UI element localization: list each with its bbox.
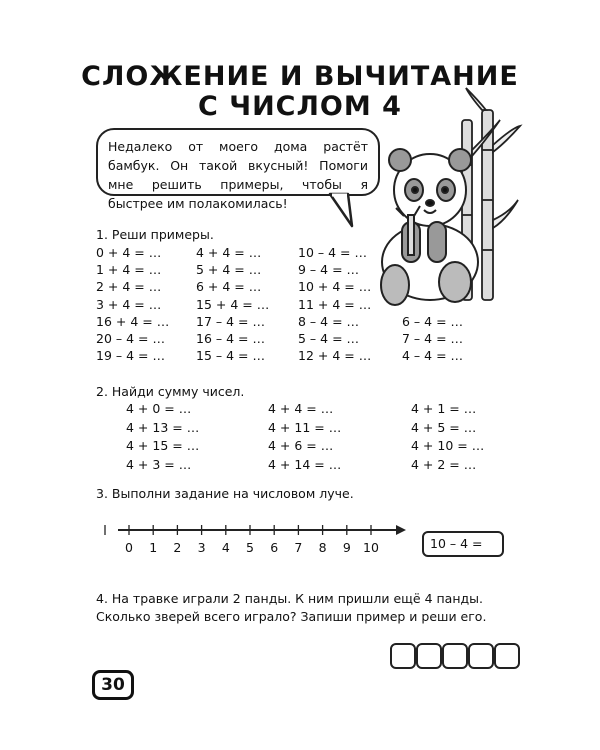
exercise-item: 5 + 4 = … [196, 262, 262, 278]
number-line [118, 525, 406, 535]
tick-label: 8 [318, 540, 327, 555]
exercise-item: 12 + 4 = … [298, 348, 372, 364]
exercise-item: 11 + 4 = … [298, 296, 372, 312]
exercise-item: 20 – 4 = … [96, 331, 165, 346]
tick-label: 9 [342, 540, 351, 555]
task4-line2: Сколько зверей всего играло? Запиши пример и реши его. [96, 609, 487, 624]
exercise-item: 8 – 4 = … [298, 313, 360, 329]
tick-label: 1 [149, 540, 158, 555]
exercise-item: 15 + 4 = … [196, 296, 270, 312]
exercise-item: 1 + 4 = … [96, 262, 162, 278]
page-title-line2: С ЧИСЛОМ 4 [198, 91, 402, 122]
bubble-tail [330, 194, 352, 226]
exercise-item: 6 + 4 = … [196, 279, 262, 295]
tick-label: 5 [246, 540, 254, 555]
exercise-item: 2 + 4 = … [96, 279, 162, 295]
exercise-item: 4 – 4 = … [402, 348, 464, 364]
sum-item: 4 + 5 = … [411, 419, 477, 435]
answer-cell[interactable] [442, 643, 468, 669]
sum-item: 4 + 0 = … [126, 401, 192, 416]
sum-item: 4 + 4 = … [268, 401, 334, 416]
sum-item: 4 + 6 = … [268, 438, 334, 454]
task4-line1: 4. На травке играли 2 панды. К ним пришли ещё 4 панды. [96, 591, 483, 606]
answer-expression: 10 – 4 = [430, 536, 483, 551]
answer-box[interactable] [422, 531, 504, 557]
exercise-item: 16 + 4 = … [96, 313, 170, 329]
task3-heading: 3. Выполни задание на числовом луче. [96, 486, 354, 501]
exercise-item: 0 + 4 = … [96, 245, 162, 260]
sum-item: 4 + 3 = … [126, 456, 192, 472]
answer-cell[interactable] [390, 643, 416, 669]
exercise-item: 6 – 4 = … [402, 314, 464, 329]
tick-label: 2 [173, 540, 182, 555]
task2-heading: 2. Найди сумму чисел. [96, 384, 245, 399]
exercise-item: 17 – 4 = … [196, 313, 265, 329]
tick-label: 10 [363, 540, 379, 555]
task1-heading: 1. Реши примеры. [96, 227, 214, 242]
exercise-item: 15 – 4 = … [196, 348, 265, 364]
exercise-item: 4 + 4 = … [196, 245, 262, 260]
tick-label: 4 [221, 540, 230, 555]
page-number: 30 [92, 670, 134, 700]
answer-cell[interactable] [494, 643, 520, 669]
sum-item: 4 + 15 = … [126, 438, 200, 454]
answer-cell[interactable] [416, 643, 442, 669]
sum-item: 4 + 13 = … [126, 419, 200, 435]
exercise-item: 9 – 4 = … [298, 262, 360, 278]
tick-label: 7 [294, 540, 303, 555]
sum-item: 4 + 2 = … [411, 456, 477, 472]
tick-label: 6 [270, 540, 279, 555]
exercise-item: 7 – 4 = … [402, 331, 464, 347]
exercise-item: 3 + 4 = … [96, 296, 162, 312]
answer-cell[interactable] [468, 643, 494, 669]
tick-label: 3 [197, 540, 206, 555]
exercise-item: 19 – 4 = … [96, 348, 165, 364]
sum-item: 4 + 1 = … [411, 401, 477, 416]
sum-item: 4 + 14 = … [268, 456, 342, 472]
exercise-item: 16 – 4 = … [196, 331, 265, 346]
sum-item: 4 + 10 = … [411, 438, 485, 454]
tick-label: 0 [125, 540, 133, 555]
exercise-item: 10 – 4 = … [298, 245, 367, 260]
exercise-item: 5 – 4 = … [298, 331, 360, 346]
sum-item: 4 + 11 = … [268, 419, 342, 435]
exercise-item: 10 + 4 = … [298, 279, 372, 295]
speech-bubble: Недалеко от моего дома растёт бамбук. Он такой вкусный! Помоги мне решить примеры, чтобы я быстрее им полакомилась! [96, 128, 380, 196]
page-title-line1: СЛОЖЕНИЕ И ВЫЧИТАНИЕ [81, 61, 519, 92]
